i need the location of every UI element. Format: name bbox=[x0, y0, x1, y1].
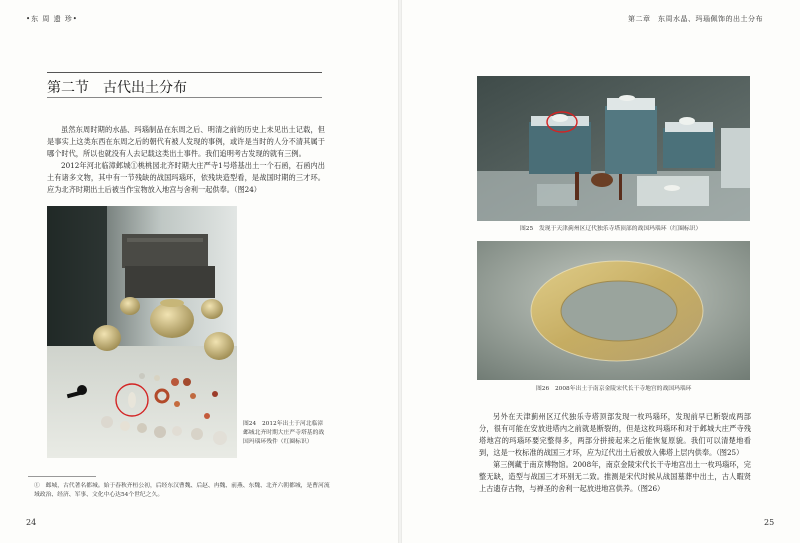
book-spine bbox=[398, 0, 402, 543]
right-running-header: 第二章 东周水晶、玛瑙佩饰的出土分布 bbox=[628, 15, 763, 23]
section-top-rule bbox=[47, 72, 322, 73]
figure-26-caption: 图26 2008年出土于南京金陵宋代长干寺地宫的战国玛瑙环 bbox=[536, 386, 692, 392]
left-running-header: •东 周 遗 珍• bbox=[26, 15, 78, 23]
right-body-text bbox=[479, 411, 751, 495]
left-page-number: 24 bbox=[26, 518, 37, 527]
figure-24-photo bbox=[47, 206, 237, 458]
section-bottom-rule bbox=[47, 97, 322, 98]
right-page-number: 25 bbox=[764, 518, 775, 527]
display-case-illustration bbox=[47, 206, 237, 458]
paragraph: 第三例藏于南京博物馆。2008年，南京金陵宋代长干寺地宫出土一枚玛瑙环，完整无缺，造型与战国三才环别无二致。推测是宋代时候从战国墓葬中出土，古人暇贤上古遗存古物，与禅圣的舍利一起放进地宫供养。（图26） bbox=[479, 460, 751, 493]
figure-26-photo bbox=[477, 241, 750, 380]
paragraph: 2012年河北临漳邺城①桃桃园北齐时期大庄严寺1号塔基出土一个石函，石函内出土有诸多文物，其中有一节残缺的战国玛瑙环，依残块造型看，是战国时期的三才环。应为北齐时期出土后被当作宝物放入地宫与舍利一起供奉。（图24） bbox=[47, 161, 325, 194]
paragraph: 虽然东周时期的水晶、玛瑙制品在东周之后、明清之前的历史上未见出土记载，但是事实上这类东西在东周之后的朝代有被人发现的事例，或许是当时的人分不清其属于哪个时代，所以也就没有人去记载这类出土事件。我们追明考古发现的就有三例。 bbox=[47, 125, 325, 158]
figure-24-caption: 图24 2012年出土于河北临漳邺城北齐时期大庄严寺塔基的战国玛瑙环残件（红圈标识） bbox=[243, 421, 325, 445]
figure-25-photo bbox=[477, 76, 750, 221]
footnote-rule bbox=[28, 476, 96, 477]
section-title: 第二节 古代出土分布 bbox=[47, 80, 187, 96]
left-body-text bbox=[47, 124, 325, 196]
museum-display-illustration bbox=[477, 76, 750, 221]
paragraph: 另外在天津蓟州区辽代独乐寺塔顶部发现一枚玛瑙环，发现前早已断裂成两部分，很有可能在安放进塔内之前就是断裂的，但是这枚玛瑙环和对于邺城大庄严寺残塔地宫的玛瑙环要完整得多，两部分拼接起来之后能恢复原貌。我们可以清楚地看到，这是一枚标准的战国三才环，应为辽代出土后被放入佛塔上层内供奉。（图25） bbox=[479, 412, 751, 457]
agate-ring-illustration bbox=[477, 241, 750, 380]
footnote: ① 邺城，古代著名都城。始于春秋齐桓公初，后经东汉曹魏、后赵、冉魏、前燕、东魏、北齐六朝都城，是曹河流域政治、经济、军事、文化中心达54个世纪之久。 bbox=[34, 483, 330, 498]
figure-25-caption: 图25 发现于天津蓟州区辽代独乐寺塔顶部的战国玛瑙环（红圈标识） bbox=[520, 226, 702, 232]
